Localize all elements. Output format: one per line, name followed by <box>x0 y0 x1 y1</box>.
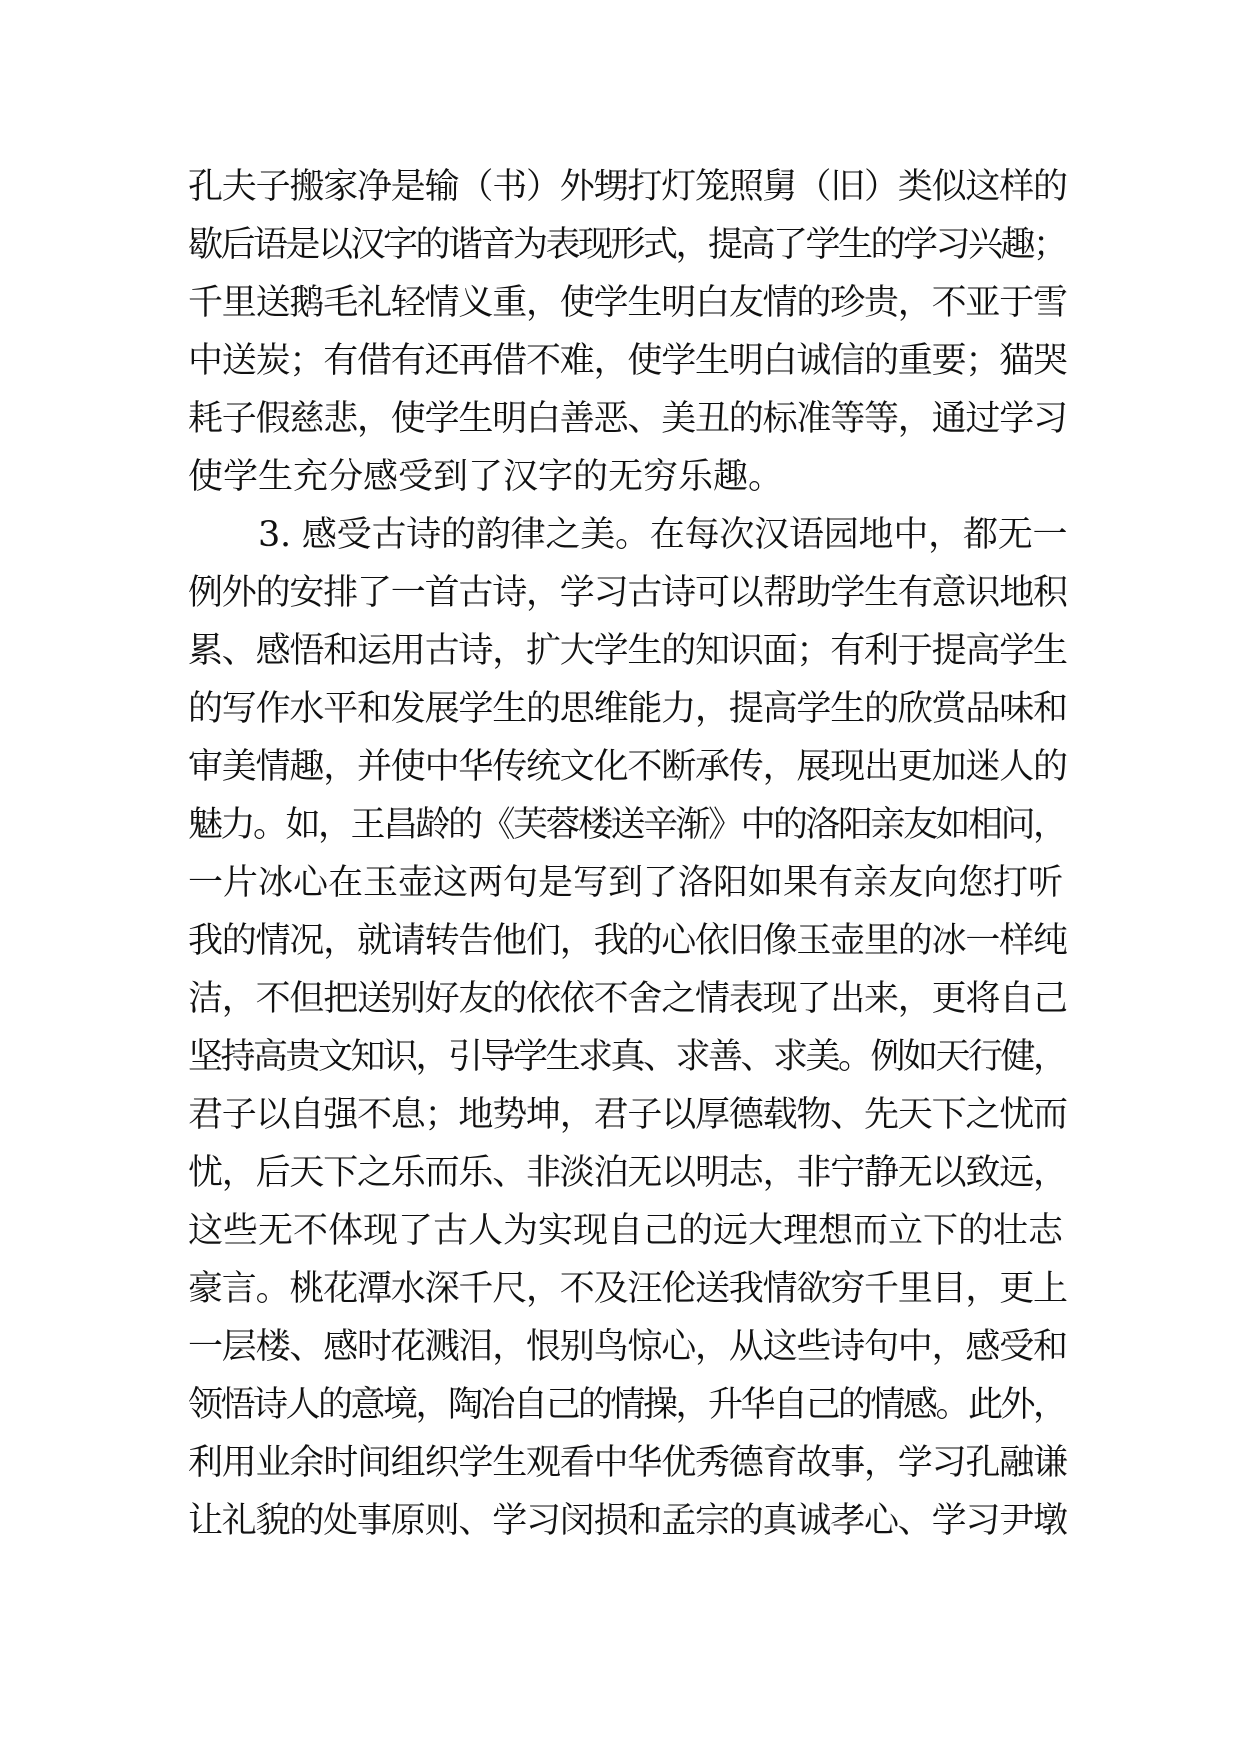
text-line: 我的情况，就请转告他们，我的心依旧像玉壶里的冰一样纯 <box>188 921 1067 961</box>
text-line: 这些无不体现了古人为实现自己的远大理想而立下的壮志 <box>188 1211 1064 1251</box>
text-line: 君子以自强不息；地势坤，君子以厚德载物、先天下之忧而 <box>188 1095 1067 1135</box>
paragraph-first-line: 3. 感受古诗的韵律之美。在每次汉语园地中，都无一 <box>258 515 1068 555</box>
text-line: 一层楼、感时花溅泪，恨别鸟惊心，从这些诗句中，感受和 <box>188 1327 1067 1367</box>
text-line: 一片冰心在玉壶这两句是写到了洛阳如果有亲友向您打听 <box>188 863 1064 903</box>
text-line: 审美情趣，并使中华传统文化不断承传，展现出更加迷人的 <box>188 747 1067 787</box>
text-line: 坚持高贵文知识，引导学生求真、求善、求美。例如天行健， <box>188 1037 1066 1077</box>
text-line: 千里送鹅毛礼轻情义重，使学生明白友情的珍贵，不亚于雪 <box>188 283 1067 323</box>
text-line: 耗子假慈悲，使学生明白善恶、美丑的标准等等，通过学习 <box>188 399 1067 439</box>
text-line: 歇后语是以汉字的谐音为表现形式，提高了学生的学习兴趣； <box>188 225 1066 265</box>
body-text <box>188 158 1068 1550</box>
text-line: 让礼貌的处事原则、学习闵损和孟宗的真诚孝心、学习尹墩 <box>188 1501 1067 1541</box>
text-line: 的写作水平和发展学生的思维能力，提高学生的欣赏品味和 <box>188 689 1067 729</box>
text-line: 忧，后天下之乐而乐、非淡泊无以明志，非宁静无以致远， <box>188 1153 1067 1193</box>
text-line: 中送炭；有借有还再借不难，使学生明白诚信的重要；猫哭 <box>188 341 1067 381</box>
text-line: 豪言。桃花潭水深千尺，不及汪伦送我情欲穷千里目，更上 <box>188 1269 1067 1309</box>
text-line: 累、感悟和运用古诗，扩大学生的知识面；有利于提高学生 <box>188 631 1067 671</box>
text-line: 例外的安排了一首古诗，学习古诗可以帮助学生有意识地积 <box>188 573 1067 613</box>
text-line: 孔夫子搬家净是输（书）外甥打灯笼照舅（旧）类似这样的 <box>188 167 1067 207</box>
text-line: 魅力。如，王昌龄的《芙蓉楼送辛渐》中的洛阳亲友如相问， <box>188 805 1066 845</box>
text-line: 利用业余时间组织学生观看中华优秀德育故事，学习孔融谦 <box>188 1443 1067 1483</box>
text-line: 领悟诗人的意境，陶冶自己的情操，升华自己的情感。此外， <box>188 1385 1066 1425</box>
text-line: 使学生充分感受到了汉字的无穷乐趣。 <box>188 457 784 497</box>
text-line: 洁，不但把送别好友的依依不舍之情表现了出来，更将自己 <box>188 979 1067 1019</box>
